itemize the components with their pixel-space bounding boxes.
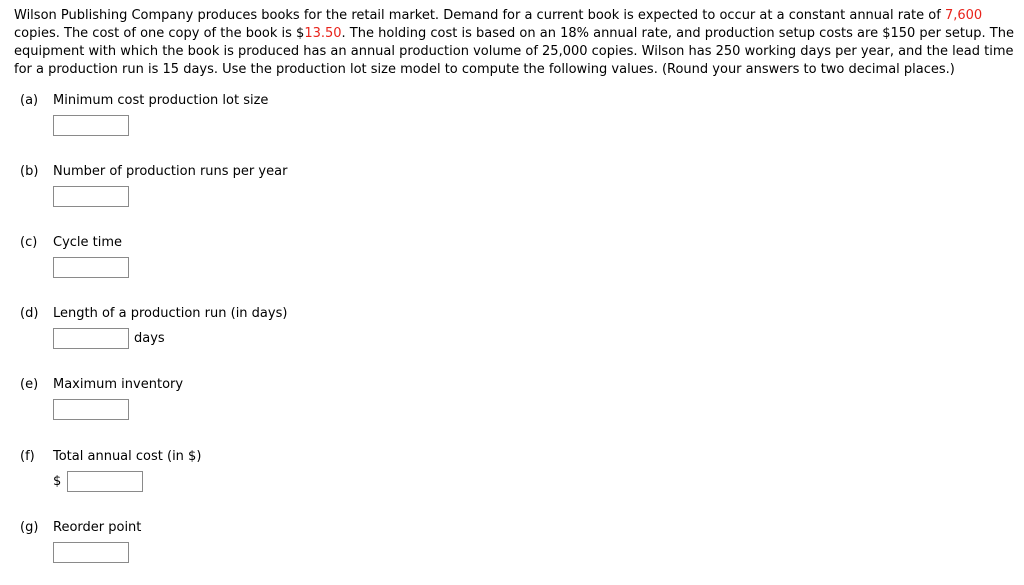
part-question: Cycle time [53, 235, 123, 250]
part-letter: (b) [20, 164, 39, 179]
part-b-answer [53, 186, 129, 207]
part-a-answer [53, 115, 129, 136]
part-question: Length of a production run (in days) [53, 306, 288, 321]
days-unit-label: days [134, 331, 165, 346]
part-question: Maximum inventory [53, 377, 184, 392]
part-b-label [20, 164, 287, 179]
total-cost-input[interactable] [67, 471, 143, 492]
demand-value: 7,600 [944, 8, 983, 23]
problem-text-2: copies. The cost of one copy of the book is $ [14, 26, 305, 41]
part-letter: (c) [20, 235, 38, 250]
problem-statement [14, 7, 1014, 79]
part-g-label [20, 520, 141, 535]
part-d-label [20, 306, 287, 321]
part-f-answer [53, 471, 143, 492]
part-letter: (e) [20, 377, 39, 392]
part-d-answer [53, 328, 165, 349]
problem-text-1: Wilson Publishing Company produces books for the retail market. Demand for a current book is expected to occur at a constant annual rate of [14, 8, 945, 23]
part-g-answer [53, 542, 129, 563]
cycle-time-input[interactable] [53, 257, 129, 278]
part-question: Minimum cost production lot size [53, 93, 269, 108]
part-f-label [20, 449, 201, 464]
run-length-input[interactable] [53, 328, 129, 349]
production-runs-input[interactable] [53, 186, 129, 207]
part-question: Reorder point [53, 520, 142, 535]
part-c-answer [53, 257, 129, 278]
part-question: Number of production runs per year [53, 164, 288, 179]
part-letter: (a) [20, 93, 39, 108]
part-question: Total annual cost (in $) [53, 449, 202, 464]
part-letter: (d) [20, 306, 39, 321]
part-letter: (g) [20, 520, 39, 535]
part-e-label [20, 377, 183, 392]
max-inventory-input[interactable] [53, 399, 129, 420]
dollar-prefix-label: $ [53, 474, 62, 489]
problem-text-3: . The holding cost is based on an 18% annual rate, and production setup costs are $150 per setup. The equipment with which the book is produced has an annual production volume of 25,000 copies. Wilson has 250 working days per year, and the lead time for a production run is 15 days. Use the production lot size model to compute the following values. (Round your answers to two decimal places.) [14, 26, 1014, 77]
part-a-label [20, 93, 268, 108]
cost-value: 13.50 [304, 26, 342, 41]
part-c-label [20, 235, 122, 250]
lot-size-input[interactable] [53, 115, 129, 136]
reorder-point-input[interactable] [53, 542, 129, 563]
part-letter: (f) [20, 449, 35, 464]
part-e-answer [53, 399, 129, 420]
